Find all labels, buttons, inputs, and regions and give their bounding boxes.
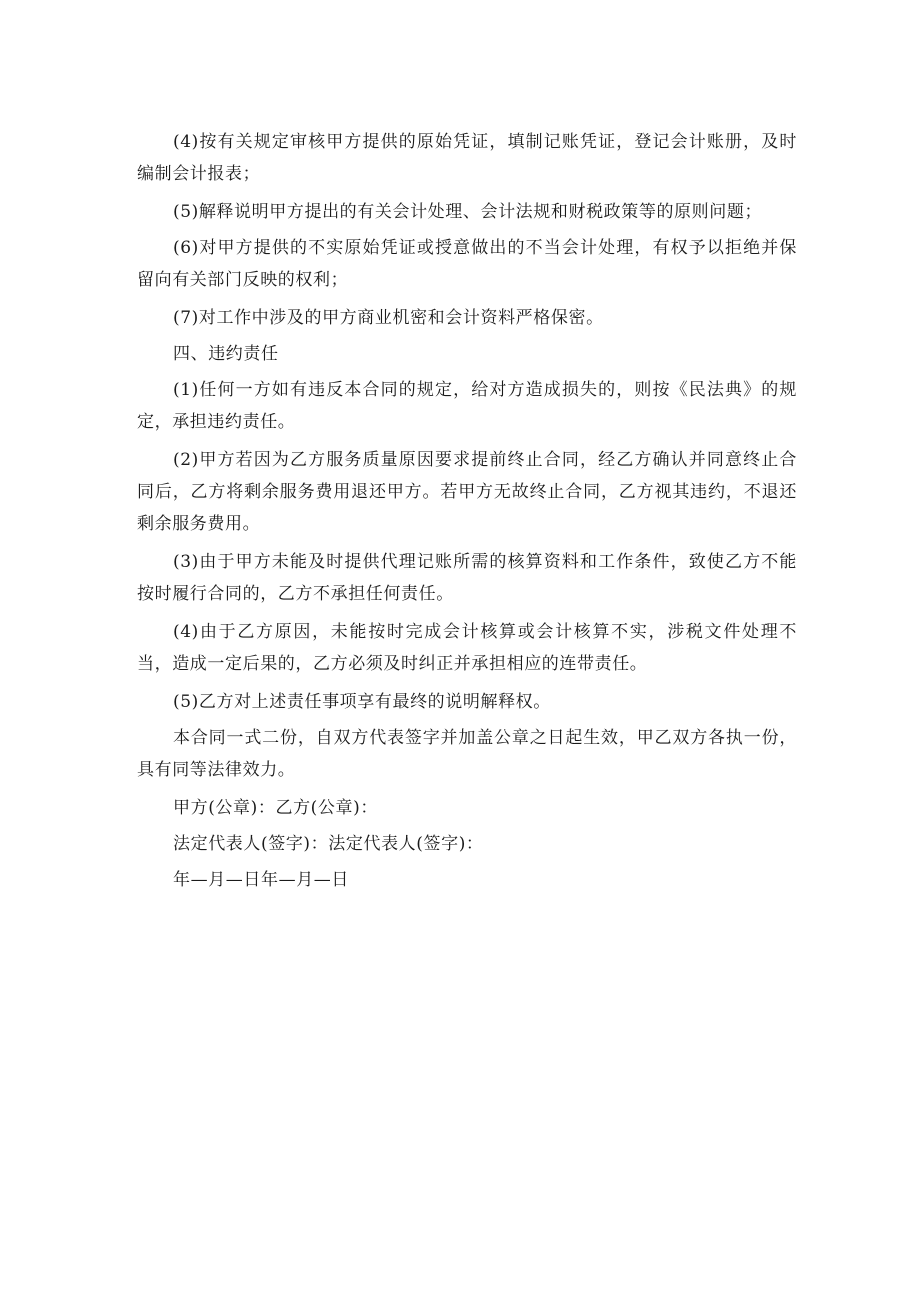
clause-7-confidentiality: (7)对工作中涉及的甲方商业机密和会计资料严格保密。 — [173, 308, 604, 328]
legal-representative-line: 法定代表人(签字)：法定代表人(签字)： — [173, 834, 484, 854]
breach-clause-2: (2)甲方若因为乙方服务质量原因要求提前终止合同，经乙方确认并同意终止合同后，乙方将剩余服务费用退还甲方。若甲方无故终止合同，乙方视其违约，不退还剩余服务费用。 — [137, 450, 797, 534]
document-body — [137, 126, 797, 900]
breach-clause-5: (5)乙方对上述责任事项享有最终的说明解释权。 — [173, 692, 551, 712]
breach-clause-1: (1)任何一方如有违反本合同的规定，给对方造成损失的，则按《民法典》的规定，承担违约责任。 — [137, 380, 797, 432]
clause-6-refuse-improper: (6)对甲方提供的不实原始凭证或授意做出的不当会计处理，有权予以拒绝并保留向有关部门反映的权利； — [137, 238, 797, 290]
section-heading-breach-liability: 四、违约责任 — [173, 344, 279, 364]
clause-4-review-vouchers: (4)按有关规定审核甲方提供的原始凭证，填制记账凭证，登记会计账册，及时编制会计报表； — [137, 132, 797, 184]
signature-date-line: 年—月—日年—月—日 — [173, 870, 349, 890]
breach-clause-3: (3)由于甲方未能及时提供代理记账所需的核算资料和工作条件，致使乙方不能按时履行合同的，乙方不承担任何责任。 — [137, 552, 797, 604]
party-seal-line: 甲方(公章)：乙方(公章)： — [173, 798, 378, 818]
contract-copies-statement: 本合同一式二份，自双方代表签字并加盖公章之日起生效，甲乙双方各执一份，具有同等法律效力。 — [137, 728, 797, 780]
breach-clause-4: (4)由于乙方原因，未能按时完成会计核算或会计核算不实，涉税文件处理不当，造成一定后果的，乙方必须及时纠正并承担相应的连带责任。 — [137, 622, 797, 674]
clause-5-explain-issues: (5)解释说明甲方提出的有关会计处理、会计法规和财税政策等的原则问题； — [173, 202, 763, 222]
